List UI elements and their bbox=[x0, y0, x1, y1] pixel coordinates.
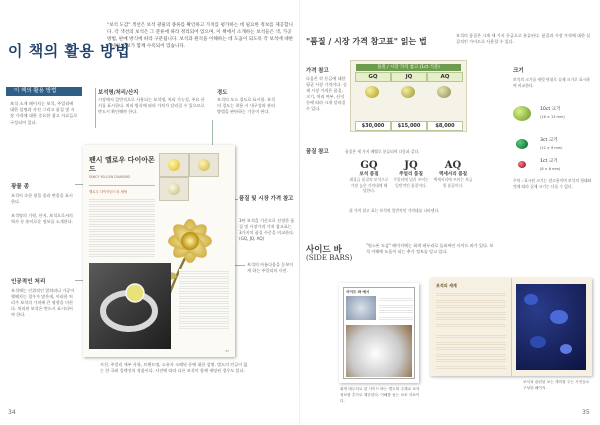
spread-caption: 보석과 관련된 보는 재미를 주는 사진들로 구성된 페이지. bbox=[523, 380, 590, 390]
spread-example-thumbnail bbox=[430, 278, 592, 376]
jewelry-photo-note: 보석의 아름다움을 돋보이게 하는 주얼리의 사진. bbox=[247, 262, 294, 273]
quality-desc: 최상급 품질의 보석으로 가장 높은 가격대에 해당한다. bbox=[349, 177, 389, 193]
grade-gq: GQ bbox=[355, 72, 391, 82]
sample-text-block bbox=[179, 269, 229, 329]
spread-gem-photo bbox=[516, 284, 586, 370]
price-thumb bbox=[189, 153, 219, 177]
gem-icon bbox=[524, 294, 538, 305]
quality-code: AQ bbox=[444, 160, 462, 171]
gem-icon bbox=[560, 344, 572, 354]
treatment-text: 보석에는 인위적인 열처리나 가공이 행해지는 경우가 많은데, 이러한 처리가 보석의 가치에 큰 영향을 미친다. 처리된 보석은 반드시 표시되어야 한다. bbox=[11, 288, 75, 317]
sidebars-subtitle: (SIDE BARS) bbox=[306, 254, 353, 262]
price-guide-intro: 보석의 품질은 크게 세 가지 등급으로 분류된다. 품질과 시장 가격에 대한 실질적인 가이드로 사용할 수 있다. bbox=[456, 33, 591, 44]
spread-text-block bbox=[436, 291, 506, 329]
price-jq: $15,000 bbox=[391, 121, 427, 131]
gem-history-text: 보석명의 기원, 산지, 보석으로서의 역사 등 흥미로운 정보를 소개한다. bbox=[11, 213, 73, 224]
gem-3ct-icon bbox=[516, 139, 528, 149]
gem-icon bbox=[437, 86, 451, 98]
quality-level-aq bbox=[433, 160, 473, 188]
price-reference-heading: 가격 참고 bbox=[306, 68, 329, 74]
sidebar-caption: 회색 테두리로 된 사이드 바는 별도의 주제로 보석 정보를 추가로 제공한다. 이해를 돕는 보조 자료이다. bbox=[340, 387, 420, 403]
size-label-1ct: 1ct 크기 bbox=[540, 159, 558, 164]
quality-reference-heading: 품질 참고 bbox=[306, 149, 329, 155]
hardness-text: 보석의 모스 경도로 표시함. 보석의 경도는 착용 시 내구성과 관리 방법을 판단하는 기준이 된다. bbox=[217, 97, 275, 114]
quality-name: 액세서리 품질 bbox=[438, 172, 468, 177]
page-number: 35 bbox=[582, 409, 590, 416]
price-thumb bbox=[159, 153, 189, 177]
ring-photo bbox=[89, 263, 171, 349]
size-label-10ct: 10ct 크기 bbox=[540, 107, 561, 112]
quality-desc: 액세서리에 쓰이는 보급형 품질이다. bbox=[433, 177, 473, 188]
quality-name: 주얼리 품질 bbox=[399, 172, 423, 177]
quality-level-gq bbox=[349, 160, 389, 194]
sample-page-thumbnail bbox=[83, 145, 235, 357]
price-reference-text: 다음은 각 등급에 대한 평균 시장 가격이다. 실제 시장 가격은 품질, 크기, 처리 여부, 산지 등에 따라 크게 달라질 수 있다. bbox=[306, 76, 347, 111]
sidebars-title: 사이드 바 bbox=[306, 245, 342, 255]
sample-gem-subtitle: FANCY YELLOW DIAMOND bbox=[89, 175, 130, 179]
size-text: 보석의 크기를 캐럿 단위로 실제 크기로 표시하여 비교한다. bbox=[513, 77, 590, 88]
page-gutter bbox=[299, 0, 300, 425]
leader-line bbox=[95, 88, 96, 128]
sample-gem-title: 팬시 옐로우 다이아몬드 bbox=[89, 155, 155, 173]
sidebar-photo bbox=[346, 296, 376, 320]
price-table-header: 품질 / 시장 가격 참고 (1ct 기준) bbox=[356, 64, 461, 71]
divider bbox=[89, 185, 155, 186]
sidebar-text-block bbox=[379, 296, 413, 320]
gem-1ct-icon bbox=[518, 161, 526, 168]
quality-desc: 주얼리에 널리 쓰이는 일반적인 품질이다. bbox=[393, 177, 429, 188]
sidebars-text: "원스톤 도감" 페이지에는 회색 테두리로 둘러싸인 사이드 바가 있다. 보석 이해에 도움이 되는 추가 정보를 담고 있다. bbox=[366, 243, 494, 254]
name-treatment-origin-text: 시장에서 일반적으로 사용되는 보석명, 처리 가능성, 주요 산지를 표시한다. 처리 방식에 따라 가치가 달라질 수 있으므로 반드시 확인해야 한다. bbox=[98, 97, 205, 114]
price-guide-title: "품질 / 시장 가격 참고표" 읽는 법 bbox=[306, 36, 427, 46]
section-description: 보석 소개 페이지는 보석, 주얼리에 대한 설명과 사진 그리고 품질 및 시장 가격에 대한 중요한 참고 자료들로 구성되어 있다. bbox=[10, 101, 78, 125]
quality-level-jq bbox=[391, 160, 431, 188]
price-aq: $8,000 bbox=[427, 121, 463, 131]
size-label-3ct: 3ct 크기 bbox=[540, 138, 558, 143]
quality-code: GQ bbox=[360, 160, 378, 171]
grade-jq: JQ bbox=[391, 72, 427, 82]
hardness-heading: 경도 bbox=[217, 90, 228, 96]
mineral-species-text: 보석이 속한 광물 종과 변종을 표시한다. bbox=[11, 193, 73, 204]
size-dim-3ct: (12 × 9 mm) bbox=[540, 146, 563, 150]
price-thumb bbox=[159, 177, 189, 201]
page-title: 이 책의 활용 방법 bbox=[8, 42, 131, 60]
grade-aq: AQ bbox=[427, 72, 463, 82]
spread-gutter bbox=[511, 278, 512, 376]
sidebar-example-thumbnail bbox=[339, 283, 419, 383]
spread-text-block bbox=[436, 333, 506, 371]
size-dim-1ct: (8 × 6 mm) bbox=[540, 167, 561, 171]
section-tab: 이 책의 활용 방법 bbox=[6, 87, 82, 96]
sidebar-large-photo bbox=[346, 325, 412, 377]
gem-icon bbox=[365, 86, 379, 98]
price-table bbox=[350, 60, 467, 132]
quality-price-text: 3단 보석을 기준으로 선정한 품질 및 시장가격 가치 참고표는 3가지의 품질 수준을 비교한다. (GQ, JQ, AQ) bbox=[239, 218, 295, 241]
gem-icon bbox=[168, 159, 180, 171]
name-treatment-origin-heading: 보석명/처리/산지 bbox=[98, 90, 139, 96]
gem-10ct-icon bbox=[513, 106, 531, 121]
size-note: 주의 : 표시된 크기는 참고용이며 보석의 형태와 컷에 따라 실제 크기는 다를 수 있다. bbox=[513, 178, 592, 189]
treatment-heading: 인공적인 처리 bbox=[11, 279, 46, 285]
sidebar-example-title: 사이드 바 예시 bbox=[346, 290, 370, 294]
photo-caption: 사진, 주얼리 세부 사항, 브랜드명, 소유자 크레딧 등에 대한 설명. 별도의 언급이 없는 한 국외 컬렉션의 작품이다. 사진에 따라 다른 보석이 함께 세팅된 경우도 있다. bbox=[100, 362, 248, 373]
quality-reference-intro: 품질은 세 가지 레벨로 분류되며 다음과 같다. bbox=[345, 149, 420, 154]
sample-label: 옐로우 다이아몬드의 세팅 bbox=[89, 190, 128, 194]
page-number: 34 bbox=[8, 409, 16, 416]
quality-price-heading: 품질 및 시장 가격 참고 bbox=[239, 196, 294, 202]
quality-note: 위 가격 참고 표는 보석의 일반적인 가격대를 나타낸다. bbox=[349, 208, 440, 213]
gem-icon bbox=[198, 159, 210, 171]
size-heading: 크기 bbox=[513, 68, 524, 74]
size-dim-10ct: (16 × 13 mm) bbox=[540, 115, 565, 119]
sample-page-number: 37 bbox=[225, 349, 229, 353]
quality-code: JQ bbox=[404, 160, 418, 171]
gem-icon bbox=[401, 86, 415, 98]
gem-icon bbox=[550, 310, 568, 324]
quality-name: 보석 품질 bbox=[359, 172, 379, 177]
gem-icon bbox=[530, 336, 546, 348]
gem-icon bbox=[168, 183, 180, 195]
ring-image bbox=[89, 263, 171, 349]
price-gq: $30,000 bbox=[355, 121, 391, 131]
intro-text: "보석 도감" 섹션은 보석 광물의 종류를 확인하고 가치를 평가하는 데 필요한 정보를 제공합니다. 각 섹션의 보석은 그 분류에 따라 정리되어 있으며, 이 책에서 소개하는 보석들은 색, 가공 방법, 판매 방식에 따라 구분됩니다. 보석과 원석을 이해하는 데 도움이 되도록 각 보석에 대한 자세한 정보가 함께 수록되어 있습니다. bbox=[107, 23, 294, 49]
spread-title: 보석의 세계 bbox=[436, 283, 457, 288]
mineral-species-heading: 광물 종 bbox=[11, 184, 30, 190]
